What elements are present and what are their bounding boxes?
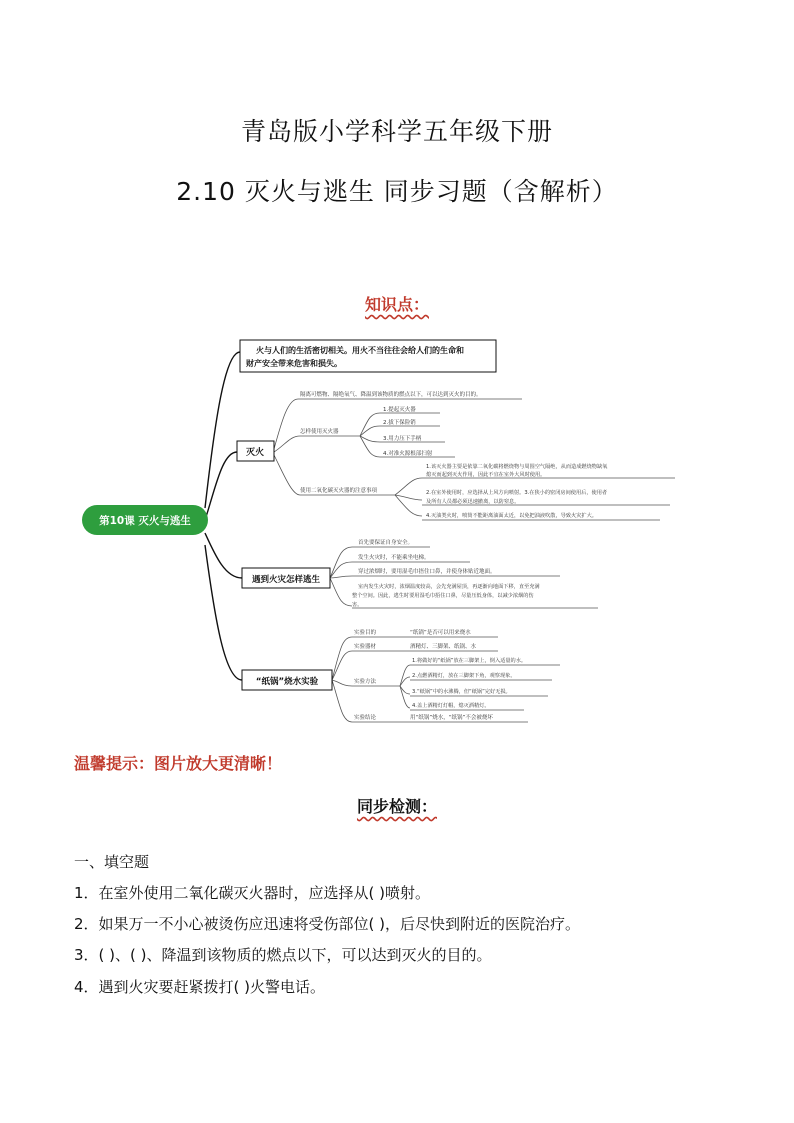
step-2: 2.拔下保险销 [383,420,416,426]
step-1: 1.提起灭火器 [383,407,416,413]
escape-item-4-line-2: 整个空间。因此，逃生时要用湿毛巾捂住口鼻，尽量压低身体，以减少浓烟的伤 [352,593,534,599]
purpose-label: 实验目的 [354,630,377,636]
materials-label: 实验器材 [354,644,377,650]
sync-heading [0,794,794,817]
method-3: 3.“纸锅”中的水沸腾，但“纸锅”完好无损。 [412,689,511,695]
question-1: 1．在室外使用二氧化碳灭火器时，应选择从( )喷射。 [74,884,431,902]
method-1: 1.将做好的“纸锅”放在三脚架上，倒入适量的水。 [412,658,527,664]
notes-label: 使用二氧化碳灭火器的注意事项 [300,488,378,494]
branch-paper-pot-label: “纸锅”烧水实验 [255,677,319,687]
purpose-text: “纸锅”是否可以用来烧水 [410,630,471,636]
escape-item-1: 首先要保证自身安全。 [358,540,414,546]
step-3: 3.用力压下手柄 [383,436,422,442]
method-2: 2.点燃酒精灯，放在三脚架下角，观察现象。 [412,673,516,679]
escape-item-2: 发生火灾时，不能乘坐电梯。 [358,555,430,561]
note-1-line-1: 1.该灭火器主要是依靠二氧化碳将燃烧物与周围空气隔绝，从而造成燃烧物缺氧 [426,464,608,470]
document-title: 青岛版小学科学五年级下册 [240,117,553,146]
method-label: 实验方法 [354,679,377,685]
knowledge-heading-text: 知识点： [364,295,429,314]
escape-item-4-line-3: 害。 [352,602,363,608]
question-2: 2．如果万一不小心被烫伤应迅速将受伤部位( )，后尽快到附近的医院治疗。 [74,915,581,933]
step-4: 4.对准火源根部扫射 [383,451,433,457]
conclusion-label: 实验结论 [354,715,377,721]
intro-line-2: 财产安全带来危害和损失。 [246,359,342,368]
question-3: 3．( )、( )、降温到该物质的燃点以下，可以达到灭火的目的。 [74,946,492,964]
note-2-line-2: 及所有人员都必须迅速撤离，以防窒息。 [426,499,520,505]
root-node-label: 第10课 灭火与逃生 [99,515,191,527]
sync-heading-text: 同步检测： [356,797,437,816]
branch-extinguish-label: 灭火 [245,448,265,458]
materials-text: 酒精灯、三脚架、纸锅、水 [410,644,477,650]
tip-text: 温馨提示：图片放大更清晰！ [74,754,283,773]
escape-item-4-line-1: 室内发生火灾时，浓烟温度较高，会先充满屋顶，再逐渐向地面下移，直至充满 [358,584,540,590]
note-4: 4.灭油类火时，喷筒不能距离油面太近，以免把油液吹散，导致火灾扩大。 [426,513,597,519]
note-1-line-2: 熄灭而起到灭火作用，因此不宜在室外大风时使用。 [426,472,546,478]
note-2-line-1: 2.在室外使用时，应选择从上风方向喷射。3.在狭小的密闭房间使用后，使用者 [426,490,608,496]
use-extinguisher-label: 怎样使用灭火器 [300,429,339,435]
extinguish-principle: 隔离可燃物、隔绝氧气、降温到该物质的燃点以下，可以达到灭火的目的。 [300,392,482,398]
branch-escape-label: 遇到火灾怎样逃生 [251,575,321,585]
section-fill-in-blank: 一、填空题 [74,853,150,871]
conclusion-text: 用“纸锅”烧水，“纸锅”不会被烧坏 [410,715,493,721]
intro-line-1: 火与人们的生活密切相关。用火不当往往会给人们的生命和 [256,346,464,355]
document-subtitle: 2.10 灭火与逃生 同步习题（含解析） [176,177,618,206]
escape-item-3: 穿过浓烟时，要用湿毛巾捂住口鼻，并使身体贴近地面。 [358,569,496,575]
method-4: 4.盖上酒精灯灯帽，熄灭酒精灯。 [412,703,490,709]
question-4: 4．遇到火灾要赶紧拨打( )火警电话。 [74,978,326,996]
